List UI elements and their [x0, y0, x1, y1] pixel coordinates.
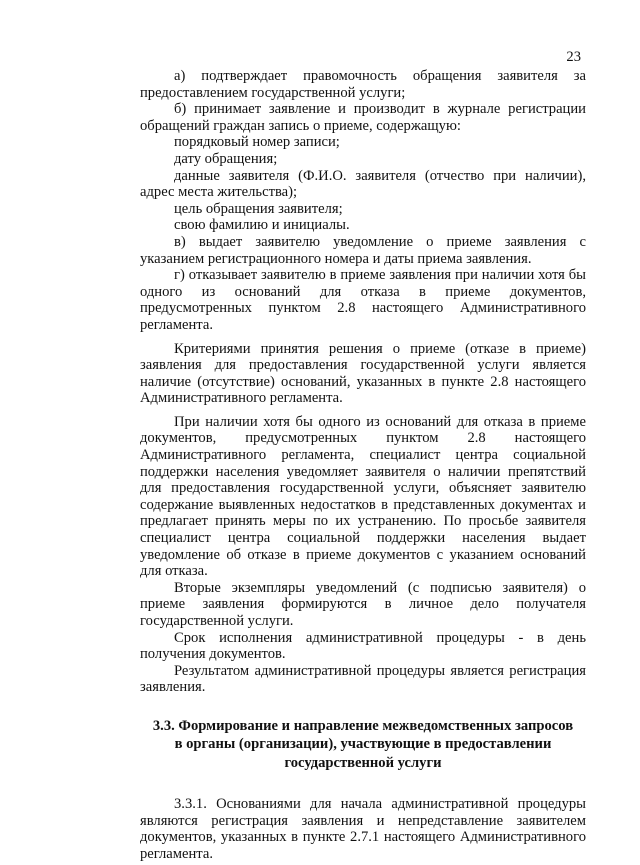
- section-heading-line-3: государственной услуги: [284, 754, 442, 771]
- section-heading-line-2: в органы (организации), участвующие в предоставлении: [174, 736, 552, 753]
- list-item-date: дату обращения;: [174, 150, 278, 167]
- paragraph-result: Результатом административной процедуры является регистрация заявления.: [140, 662, 586, 696]
- document-body: [140, 68, 586, 863]
- paragraph-refuse: г) отказывает заявителю в приеме заявления при наличии хотя бы одного из оснований для отказа в приеме документов, предусмотренных пунктом 2.8 настоящего Административного регламента.: [140, 267, 586, 333]
- paragraph-confirm-authority: а) подтверждает правомочность обращения заявителя за предоставлением государственной услуги;: [140, 68, 586, 101]
- list-item-purpose: цель обращения заявителя;: [174, 200, 343, 217]
- section-heading-line-1: 3.3. Формирование и направление межведомственных запросов: [152, 717, 574, 734]
- paragraph-second-copies: Вторые экземпляры уведомлений (с подписью заявителя) о приеме заявления формируются в личное дело получателя государственной услуги.: [140, 579, 586, 629]
- list-item-record-number: порядковый номер записи;: [174, 134, 340, 151]
- paragraph-3-3-1: 3.3.1. Основаниями для начала административной процедуры являются регистрация заявления и непредставление заявителем документов, указанных в пункте 2.7.1 настоящего Административного регламента.: [140, 796, 586, 862]
- paragraph-refusal-grounds: При наличии хотя бы одного из оснований для отказа в приеме документов, предусмотренных пунктом 2.8 настоящего Административного регламента, специалист центра социальной поддержки населения уведомляет заявителя о наличии препятствий для предоставления государственной услуги, объясняет заявителю содержание выявленных недостатков в представленных документах и предлагает принять меры по их устранению. По просьбе заявителя специалист центра социальной поддержки населения выдает уведомление об отказе в приеме документов с указанием оснований для отказа.: [140, 413, 586, 580]
- paragraph-accept-application: б) принимает заявление и производит в журнале регистрации обращений граждан запись о приеме, содержащую:: [140, 101, 586, 134]
- list-item-applicant-data: данные заявителя (Ф.И.О. заявителя (отчество при наличии), адрес места жительства);: [140, 167, 586, 201]
- page-number: 23: [566, 49, 581, 65]
- paragraph-issue-notice: в) выдает заявителю уведомление о приеме заявления с указанием регистрационного номера и даты приема заявления.: [140, 233, 586, 267]
- paragraph-deadline: Срок исполнения административной процедуры - в день получения документов.: [140, 629, 586, 663]
- list-item-name-initials: свою фамилию и инициалы.: [174, 217, 350, 234]
- paragraph-criteria: Критериями принятия решения о приеме (отказе в приеме) заявления для предоставления государственной услуги является наличие (отсутствие) оснований, указанных в пункте 2.8 настоящего Административного регламента.: [140, 340, 586, 407]
- section-heading: [140, 717, 586, 772]
